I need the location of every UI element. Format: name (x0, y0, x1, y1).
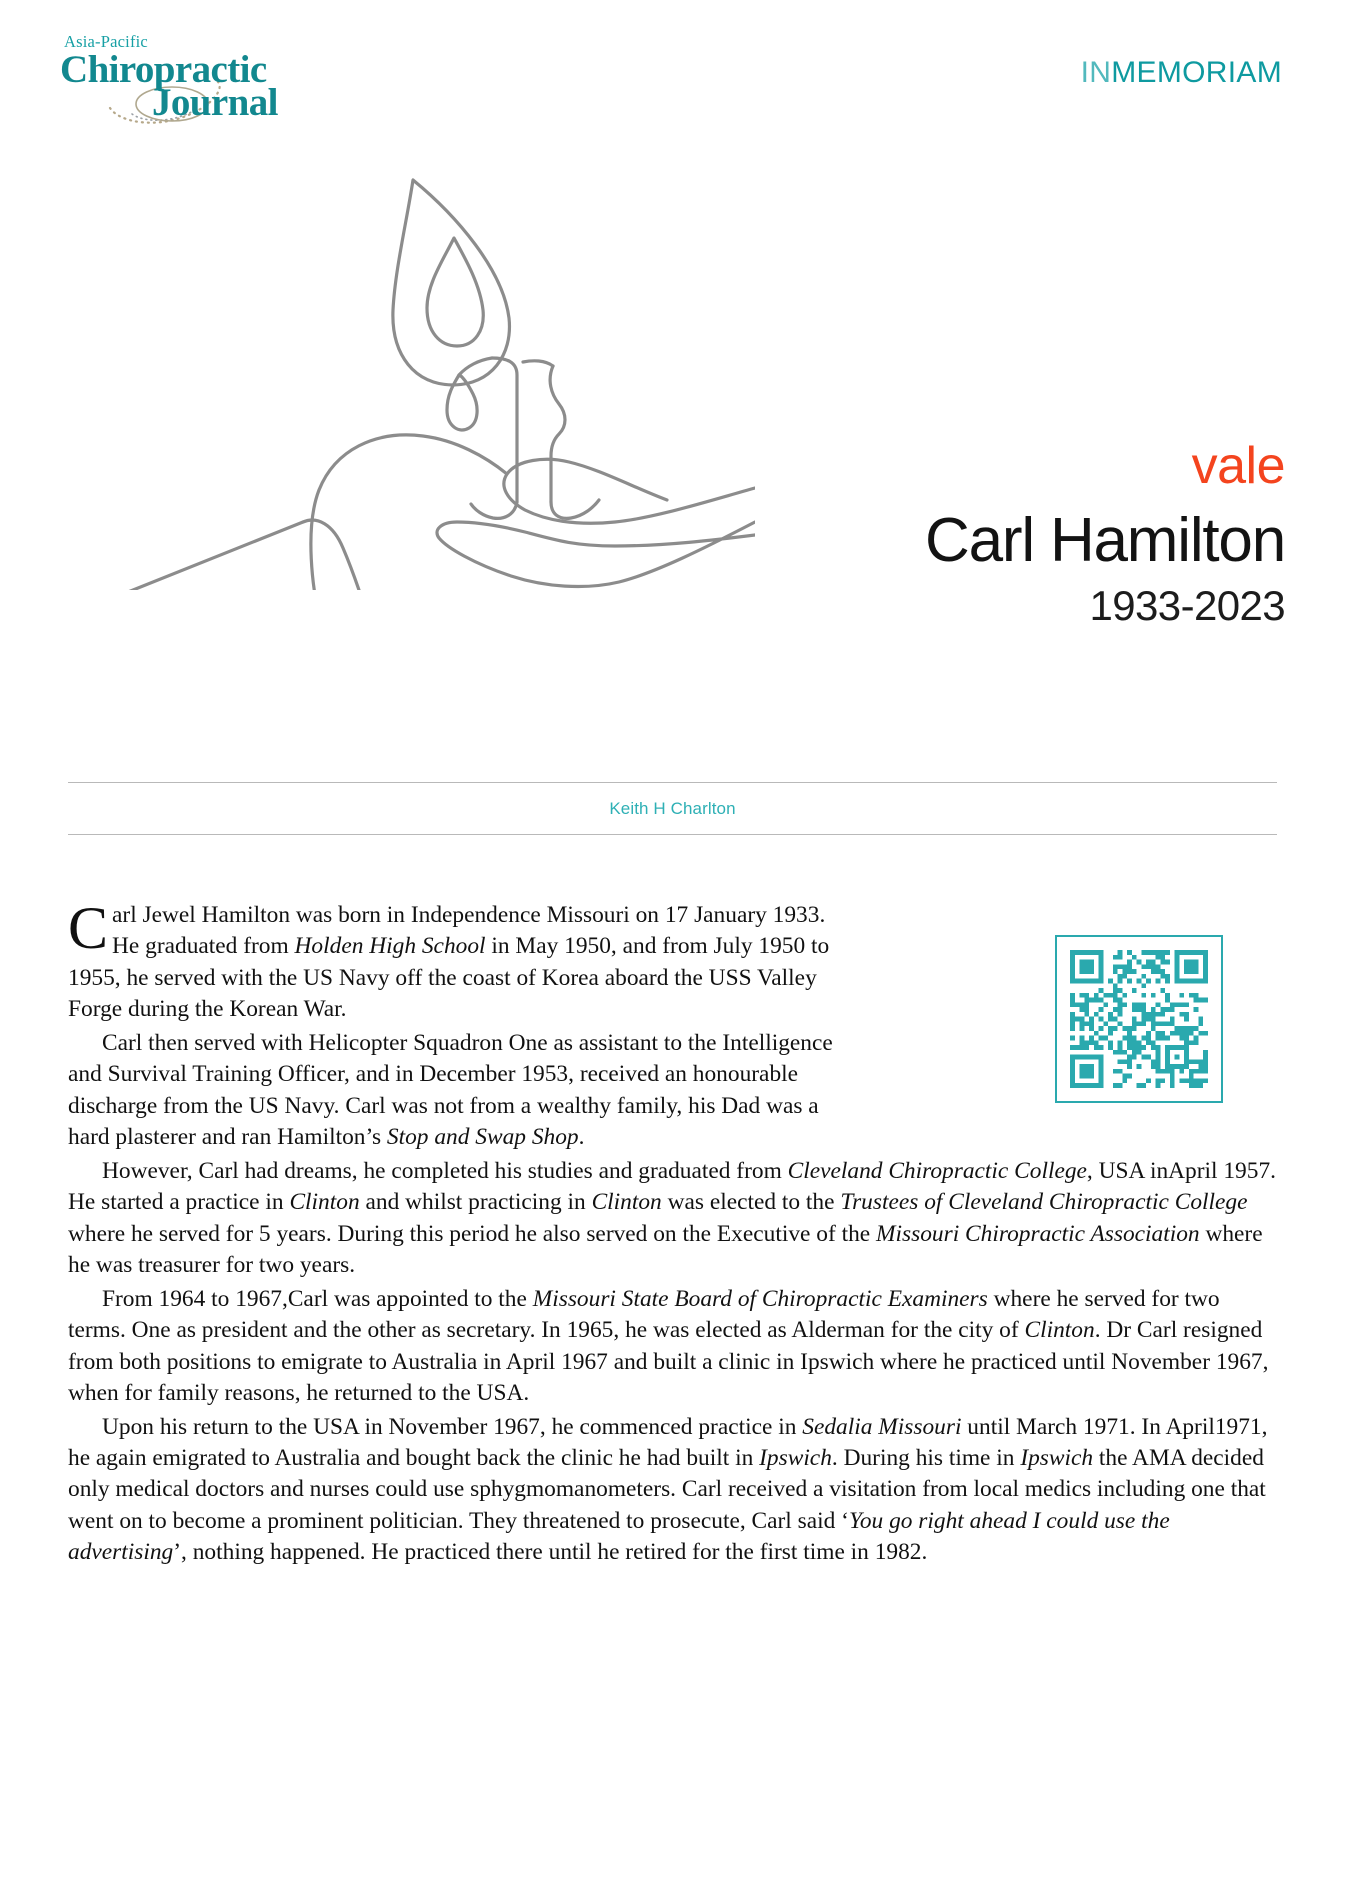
article-body (68, 895, 1277, 1571)
paragraph-p3 (68, 1156, 1277, 1282)
vale-label: vale (1191, 437, 1285, 495)
paragraph-p2 (68, 1028, 838, 1154)
byline-author: Keith H Charlton (609, 799, 736, 818)
byline-rule-bottom (68, 834, 1277, 835)
section-label-in: IN (1080, 56, 1112, 89)
paragraph-p5 (68, 1412, 1277, 1569)
life-dates: 1933-2023 (1089, 582, 1285, 630)
paragraph-text: arl Jewel Hamilton was born in Independence Missouri on 17 January 1933. He graduated from Holden High School in May 1950, and from July 1950 to 1955, he served with the US Navy off the coast of Korea aboard the USS Valley Forge during the Korean War. (68, 902, 830, 1023)
drop-cap: C (68, 895, 109, 961)
paragraph-text: From 1964 to 1967,Carl was appointed to the Missouri State Board of Chiropractic Examiners where he served for two terms. One as president and the other as secretary. In 1965, he was elected as Alderman for the city of Clinton. Dr Carl resigned from both positions to emigrate to Australia in April 1967 and built a clinic in Ipswich where he practiced until November 1967, when for family reasons, he returned to the USA. (68, 1285, 1269, 1407)
deceased-name: Carl Hamilton (925, 506, 1285, 575)
logo-title-line1: Chiropractic (60, 47, 267, 91)
paragraph-text: Carl then served with Helicopter Squadron One as assistant to the Intelligence and Survival Training Officer, and in December 1953, received an honourable discharge from the US Navy. Carl was not from a wealthy family, his Dad was a hard plasterer and ran Hamilton’s Stop and Swap Shop. (68, 1029, 833, 1151)
logo-subtitle: Asia-Pacific (64, 32, 148, 51)
paragraph-p4 (68, 1284, 1277, 1410)
paragraph-p1 (68, 895, 838, 1026)
candle-in-hand-illustration (55, 70, 755, 590)
memorial-title-block (685, 437, 1285, 632)
byline-block (68, 782, 1277, 835)
logo-title-line2: Journal (152, 80, 278, 124)
paragraph-text: Upon his return to the USA in November 1967, he commenced practice in Sedalia Missouri until March 1971. In April1971, he again emigrated to Australia and bought back the clinic he had built in Ipswich. During his time in Ipswich the AMA decided only medical doctors and nurses could use sphygmomanometers. Carl received a visitation from local medics including one that went on to become a prominent politician. They threatened to prosecute, Carl said ‘You go right ahead I could use the advertising’, nothing happened. He practiced there until he retired for the first time in 1982. (68, 1413, 1268, 1566)
section-label-memoriam: MEMORIAM (1111, 56, 1282, 89)
section-label-in-memoriam (1081, 56, 1282, 90)
paragraph-text: However, Carl had dreams, he completed his studies and graduated from Cleveland Chiropractic College, USA inApril 1957. He started a practice in Clinton and whilst practicing in Clinton was elected to the Trustees of Cleveland Chiropractic College where he served for 5 years. During this period he also served on the Executive of the Missouri Chiropractic Association where he was treasurer for two years. (68, 1157, 1276, 1279)
